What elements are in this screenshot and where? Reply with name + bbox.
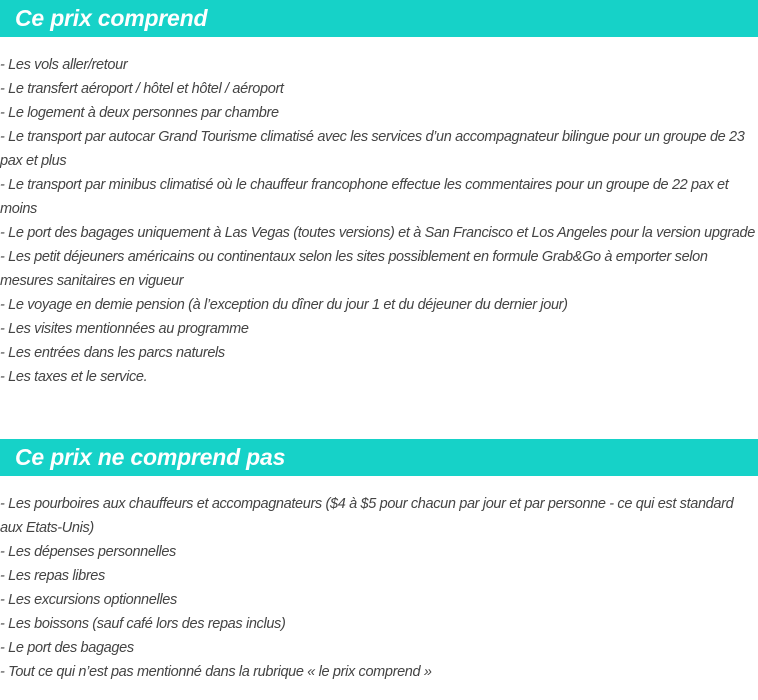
list-item: - Les taxes et le service.	[0, 369, 148, 385]
list-item: - Le logement à deux personnes par chambre	[0, 105, 279, 121]
list-item: - Les visites mentionnées au programme	[0, 321, 249, 337]
price-includes-title: Ce prix comprend	[15, 5, 208, 31]
list-item: - Les boissons (sauf café lors des repas inclus)	[0, 616, 286, 632]
list-item: - Le transport par autocar Grand Tourisme climatisé avec les services d’un accompagnateur bilingue pour un groupe de 23 pax et plus	[0, 129, 745, 169]
price-includes-header	[0, 0, 758, 37]
list-item: - Le transport par minibus climatisé où le chauffeur francophone effectue les commentaires pour un groupe de 22 pax et moins	[0, 177, 729, 217]
price-includes-list	[0, 53, 758, 389]
price-excludes-header	[0, 439, 758, 476]
list-item: - Tout ce qui n’est pas mentionné dans la rubrique « le prix comprend »	[0, 664, 432, 680]
list-item: - Les dépenses personnelles	[0, 544, 176, 560]
price-excludes-list	[0, 492, 758, 684]
list-item: - Les repas libres	[0, 568, 105, 584]
price-excludes-section	[0, 439, 758, 684]
list-item: - Le voyage en demie pension (à l’exception du dîner du jour 1 et du déjeuner du dernier jour)	[0, 297, 568, 313]
list-item: - Les vols aller/retour	[0, 57, 128, 73]
list-item: - Le transfert aéroport / hôtel et hôtel / aéroport	[0, 81, 284, 97]
list-item: - Les excursions optionnelles	[0, 592, 177, 608]
list-item: - Les entrées dans les parcs naturels	[0, 345, 225, 361]
list-item: - Le port des bagages uniquement à Las Vegas (toutes versions) et à San Francisco et Los Angeles pour la version upgrade	[0, 225, 755, 241]
list-item: - Les pourboires aux chauffeurs et accompagnateurs ($4 à $5 pour chacun par jour et par personne - ce qui est standard aux Etats-Unis)	[0, 496, 734, 536]
list-item: - Les petit déjeuners américains ou continentaux selon les sites possiblement en formule Grab&Go à emporter selon mesures sanitaires en vigueur	[0, 249, 708, 289]
price-excludes-title: Ce prix ne comprend pas	[15, 444, 286, 470]
list-item: - Le port des bagages	[0, 640, 134, 656]
